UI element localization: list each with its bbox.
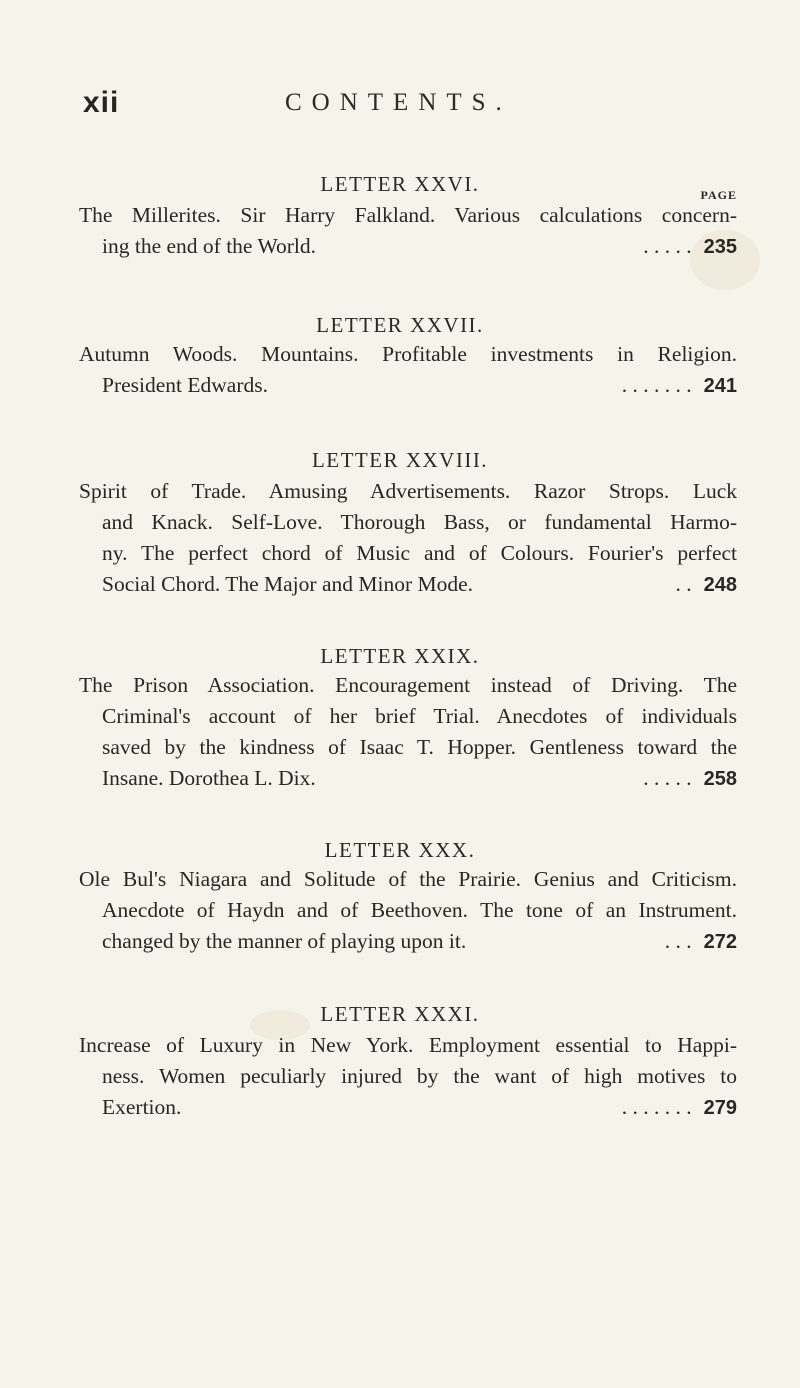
letter-heading: LETTER XXVIII. bbox=[311, 448, 489, 472]
entry-page-number: 235 bbox=[703, 236, 737, 258]
toc-entry bbox=[79, 339, 737, 401]
letter-heading: LETTER XXVI. bbox=[320, 172, 480, 196]
page-number-roman: xii bbox=[83, 86, 120, 119]
leader-dots: . . . . . bbox=[643, 766, 692, 790]
entry-line: ness. Women peculiarly injured by the want of high motives to bbox=[102, 1064, 737, 1088]
entry-line: The Millerites. Sir Harry Falkland. Various calculations concern- bbox=[79, 203, 737, 227]
entry-line: Increase of Luxury in New York. Employment essential to Happi- bbox=[79, 1033, 737, 1057]
toc-entry bbox=[79, 864, 737, 957]
leader-dots: . . . bbox=[664, 929, 692, 953]
entry-text: changed by the manner of playing upon it. bbox=[102, 929, 467, 953]
entry-text: Exertion. bbox=[102, 1095, 182, 1119]
entry-last-line bbox=[79, 231, 737, 262]
entry-text: Insane. Dorothea L. Dix. bbox=[102, 766, 316, 790]
leader-dots: . . bbox=[675, 572, 692, 596]
entry-line: Criminal's account of her brief Trial. Anecdotes of individuals bbox=[102, 704, 737, 728]
entry-page-number: 258 bbox=[703, 768, 737, 790]
entry-line: and Knack. Self-Love. Thorough Bass, or fundamental Harmo- bbox=[102, 510, 737, 534]
page-column-label: PAGE bbox=[700, 188, 737, 202]
toc-entry bbox=[79, 476, 737, 600]
leader-dots: . . . . . . . bbox=[621, 1095, 692, 1119]
leader-dots: . . . . . . . bbox=[621, 373, 692, 397]
entry-line: Spirit of Trade. Amusing Advertisements. Razor Strops. Luck bbox=[79, 479, 737, 503]
letter-heading: LETTER XXXI. bbox=[320, 1002, 480, 1026]
entry-last-line bbox=[79, 763, 737, 794]
letter-heading: LETTER XXX. bbox=[324, 838, 476, 862]
toc-entry bbox=[79, 200, 737, 262]
letter-heading: LETTER XXIX. bbox=[320, 644, 480, 668]
entry-line: saved by the kindness of Isaac T. Hopper. Gentleness toward the bbox=[102, 735, 737, 759]
entry-line: The Prison Association. Encouragement instead of Driving. The bbox=[79, 673, 737, 697]
entry-page-number: 241 bbox=[703, 375, 737, 397]
letter-heading: LETTER XXVII. bbox=[316, 313, 484, 337]
entry-last-line bbox=[79, 569, 737, 600]
entry-text: President Edwards. bbox=[102, 373, 268, 397]
entry-text: ing the end of the World. bbox=[102, 234, 317, 258]
entry-line: Ole Bul's Niagara and Solitude of the Prairie. Genius and Criticism. bbox=[79, 867, 737, 891]
entry-page-number: 279 bbox=[703, 1097, 737, 1119]
entry-last-line bbox=[79, 370, 737, 401]
toc-entry bbox=[79, 1030, 737, 1123]
toc-entry bbox=[79, 670, 737, 794]
entry-last-line bbox=[79, 926, 737, 957]
running-head: CONTENTS. bbox=[285, 89, 512, 116]
entry-text: Social Chord. The Major and Minor Mode. bbox=[102, 572, 474, 596]
leader-dots: . . . . . bbox=[643, 234, 692, 258]
entry-line: Autumn Woods. Mountains. Profitable investments in Religion. bbox=[79, 342, 737, 366]
entry-line: Anecdote of Haydn and of Beethoven. The tone of an Instrument. bbox=[102, 898, 737, 922]
entry-line: ny. The perfect chord of Music and of Colours. Fourier's perfect bbox=[102, 541, 737, 565]
entry-last-line bbox=[79, 1092, 737, 1123]
entry-page-number: 248 bbox=[703, 574, 737, 596]
entry-page-number: 272 bbox=[703, 931, 737, 953]
